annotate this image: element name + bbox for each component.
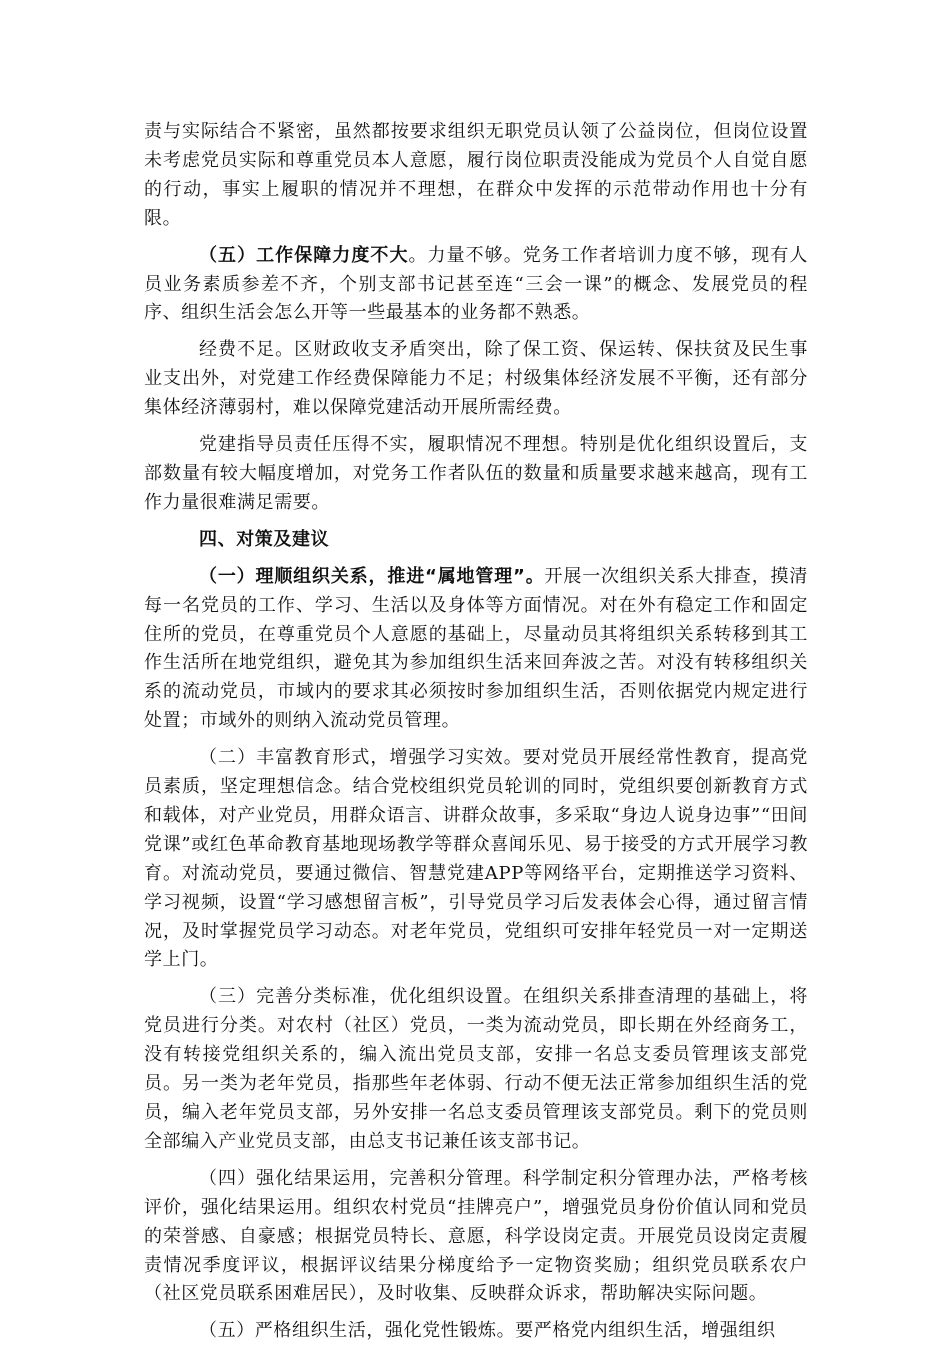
section-heading-countermeasures: 四、对策及建议: [199, 528, 330, 550]
paragraph-funding-shortage: 经费不足。区财政收支矛盾突出，除了保工资、保运转、保扶贫及民生事业支出外，对党建工作经费保障能力不足；村级集体经济发展不平衡，还有部分集体经济薄弱村，难以保障党建活动开展所需经费。: [144, 339, 808, 419]
paragraph-post-duty-continuation: 责与实际结合不紧密，虽然都按要求组织无职党员认领了公益岗位，但岗位设置未考虑党员实际和尊重党员本人意愿，履行岗位职责没能成为党员个人自觉自愿的行动，事实上履职的情况并不理想，在群众中发挥的示范带动作用也十分有限。: [144, 121, 808, 229]
paragraph-org-relations-text: 开展一次组织关系大排查，摸清每一名党员的工作、学习、生活以及身体等方面情况。对在外有稳定工作和固定住所的党员，在尊重党员个人意愿的基础上，尽量动员其将组织关系转移到其工作生活所在地党组织，避免其为参加组织生活来回奔波之苦。对没有转移组织关系的流动党员，市域内的要求其必须按时参加组织生活，否则依据党内规定进行处置；市域外的则纳入流动党员管理。: [144, 565, 808, 732]
paragraph-education-forms: （二）丰富教育形式，增强学习实效。要对党员开展经常性教育，提高党员素质，坚定理想信念。结合党校组织党员轮训的同时，党组织要创新教育方式和载体，对产业党员，用群众语言、讲群众故事，多采取“身边人说身边事”“田间党课”或红色革命教育基地现场教学等群众喜闻乐见、易于接受的方式开展学习教育。对流动党员，要通过微信、智慧党建APP等网络平台，定期推送学习资料、学习视频，设置“学习感想留言板”，引导党员学习后发表体会心得，通过留言情况，及时掌握党员学习动态。对老年党员，党组织可安排年轻党员一对一定期送学上门。: [144, 747, 808, 971]
subheading-work-guarantee: （五）工作保障力度不大: [199, 244, 409, 266]
paragraph-work-guarantee: [144, 242, 808, 329]
paragraph-org-life: （五）严格组织生活，强化党性锻炼。要严格党内组织生活，增强组织: [199, 1320, 776, 1342]
paragraph-classification: （三）完善分类标准，优化组织设置。在组织关系排查清理的基础上，将党员进行分类。对农村（社区）党员，一类为流动党员，即长期在外经商务工，没有转接党组织关系的，编入流出党员支部，安排一名总支委员管理该支部党员。另一类为老年党员，指那些年老体弱、行动不便无法正常参加组织生活的党员，编入老年党员支部，另外安排一名总支委员管理该支部党员。剩下的党员则全部编入产业党员支部，由总支书记兼任该支部书记。: [144, 986, 808, 1152]
paragraph-work-guarantee-text: 。力量不够。党务工作者培训力度不够，现有人员业务素质参差不齐，个别支部书记甚至连“三会一课”的概念、发展党员的程序、组织生活会怎么开等一些最基本的业务都不熟悉。: [144, 244, 808, 324]
subheading-org-relations: （一）理顺组织关系，推进“属地管理”。: [199, 565, 545, 587]
paragraph-party-instructor: 党建指导员责任压得不实，履职情况不理想。特别是优化组织设置后，支部数量有较大幅度增加，对党务工作者队伍的数量和质量要求越来越高，现有工作力量很难满足需要。: [144, 434, 808, 513]
paragraph-org-relations: [144, 563, 808, 736]
paragraph-points-management: （四）强化结果运用，完善积分管理。科学制定积分管理办法，严格考核评价，强化结果运用。组织农村党员“挂牌亮户”，增强党员身份价值认同和党员的荣誉感、自豪感；根据党员特长、意愿，科学设岗定责。开展党员设岗定责履责情况季度评议，根据评议结果分梯度给予一定物资奖励；组织党员联系农户（社区党员联系困难居民），及时收集、反映群众诉求，帮助解决实际问题。: [144, 1167, 808, 1305]
document-page: [144, 118, 808, 1354]
